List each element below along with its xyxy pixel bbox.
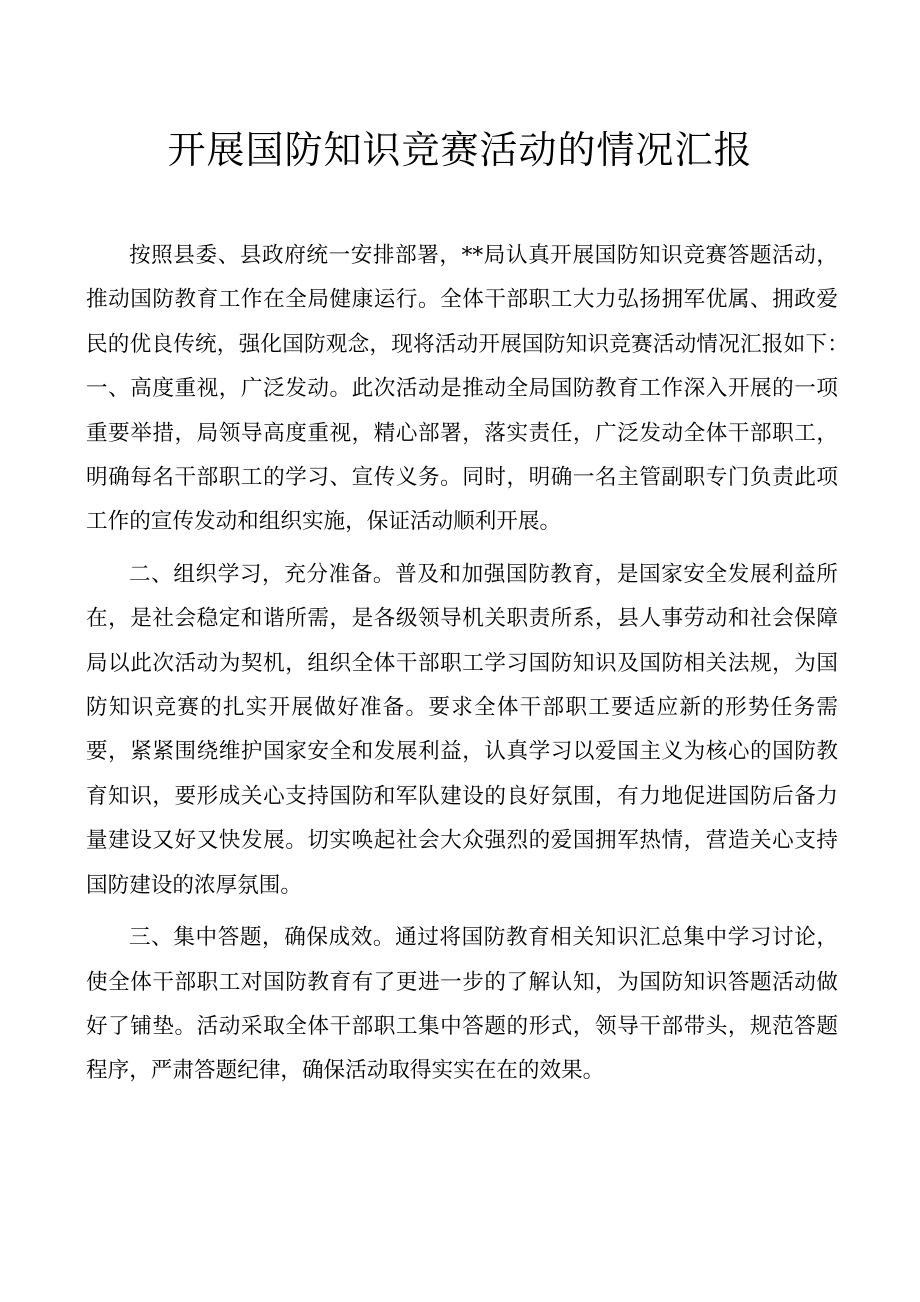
paragraph-3: 三、集中答题，确保成效。通过将国防教育相关知识汇总集中学习讨论，使全体干部职工对国防教育有了更进一步的了解认知，为国防知识答题活动做好了铺垫。活动采取全体干部职工集中答题的形式，领导干部带头，规范答题程序，严肃答题纪律，确保活动取得实实在在的效果。 (86, 925, 838, 1084)
paragraph-2: 二、组织学习，充分准备。普及和加强国防教育，是国家安全发展利益所在，是社会稳定和谐所需，是各级领导机关职责所系，县人事劳动和社会保障局以此次活动为契机，组织全体干部职工学习国防知识及国防相关法规，为国防知识竞赛的扎实开展做好准备。要求全体干部职工要适应新的形势任务需要，紧紧围绕维护国家安全和发展利益，认真学习以爱国主义为核心的国防教育知识，要形成关心支持国防和军队建设的良好氛围，有力地促进国防后备力量建设又好又快发展。切实唤起社会大众强烈的爱国拥军热情，营造关心支持国防建设的浓厚氛围。 (86, 561, 838, 898)
paragraph-1: 按照县委、县政府统一安排部署，**局认真开展国防知识竞赛答题活动，推动国防教育工作在全局健康运行。全体干部职工大力弘扬拥军优属、拥政爱民的优良传统，强化国防观念，现将活动开展国防知识竞赛活动情况汇报如下： 一、高度重视，广泛发动。此次活动是推动全局国防教育工作深入开展的一项重要举措，局领导高度重视，精心部署，落实责任，广泛发动全体干部职工，明确每名干部职工的学习、宣传义务。同时，明确一名主管副职专门负责此项工作的宣传发动和组织实施，保证活动顺利开展。 (86, 243, 860, 535)
document-title: 开展国防知识竞赛活动的情况汇报 (167, 128, 753, 172)
document-body (86, 234, 860, 1094)
